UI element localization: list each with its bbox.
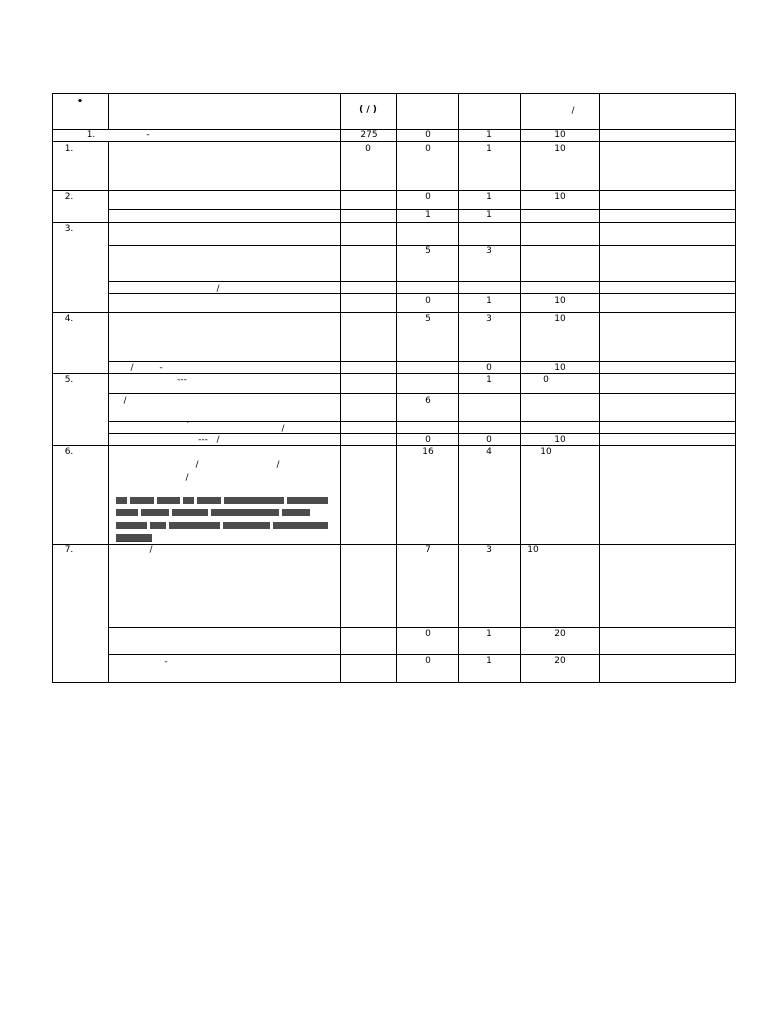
cell-col6: 10 <box>554 192 566 202</box>
row-desc: / <box>123 396 127 406</box>
cell-col5: 1 <box>486 130 492 140</box>
glyph-line <box>116 496 328 504</box>
row-desc: / <box>130 363 134 373</box>
glyph-line <box>116 534 328 542</box>
table-rule <box>52 445 736 446</box>
header-unit-mark: ( / ) <box>359 105 377 115</box>
cell-col5: 1 <box>486 656 492 666</box>
header-rate-mark: / <box>571 106 575 116</box>
table-rule <box>108 421 736 422</box>
cell-col4: 0 <box>425 656 431 666</box>
cell-col5: 1 <box>486 296 492 306</box>
table-rule <box>108 361 736 362</box>
row-desc: , <box>186 415 190 425</box>
cell-col5: 4 <box>486 447 492 457</box>
table-rule <box>108 281 736 282</box>
table-rule <box>108 245 736 246</box>
table-rule <box>108 433 736 434</box>
table-rule <box>52 93 53 683</box>
table-rule <box>52 93 736 94</box>
cell-col4: 6 <box>425 396 431 406</box>
cell-col6: 20 <box>554 656 566 666</box>
table-rule <box>52 129 736 130</box>
unreadable-text-block <box>116 496 328 546</box>
table-rule <box>108 141 109 683</box>
cell-col6: 10 <box>554 435 566 445</box>
row-serial: 1. <box>86 130 96 140</box>
table-rule <box>52 222 736 223</box>
cell-col5: 3 <box>486 246 492 256</box>
cell-col4: 1 <box>425 210 431 220</box>
row-desc: / <box>216 435 220 445</box>
row-serial: 4. <box>64 314 74 324</box>
table-rule <box>52 682 736 683</box>
row-desc: - <box>146 130 150 140</box>
table-rule <box>108 209 736 210</box>
cell-col5: 3 <box>486 545 492 555</box>
row-serial: 2. <box>64 192 74 202</box>
table-rule <box>108 393 736 394</box>
cell-col6: 10 <box>554 314 566 324</box>
row-serial: 1. <box>64 144 74 154</box>
cell-col6: 10 <box>554 130 566 140</box>
row-desc: - <box>159 363 163 373</box>
table-rule <box>52 141 736 142</box>
cell-col5: 0 <box>486 435 492 445</box>
cell-col4: 0 <box>425 296 431 306</box>
table-rule <box>52 373 736 374</box>
cell-col6: 10 <box>527 545 539 555</box>
cell-col6: 10 <box>554 363 566 373</box>
cell-col4: 0 <box>425 192 431 202</box>
row-desc: / <box>281 424 285 434</box>
cell-col4: 0 <box>425 435 431 445</box>
row-serial: 7. <box>64 545 74 555</box>
row-desc: --- <box>177 375 187 385</box>
cell-col5: 1 <box>486 210 492 220</box>
cell-col4: 5 <box>425 314 431 324</box>
row-serial: 6. <box>64 447 74 457</box>
table-rule <box>599 93 600 683</box>
cell-col5: 3 <box>486 314 492 324</box>
header-index-mark: • <box>77 97 83 107</box>
cell-col5: 1 <box>486 192 492 202</box>
row-desc: --- <box>198 435 208 445</box>
table-rule <box>108 654 736 655</box>
cell-unit: 275 <box>360 130 378 140</box>
cell-unit: 0 <box>365 144 371 154</box>
table-rule <box>52 312 736 313</box>
glyph-line <box>116 509 328 517</box>
table-rule <box>108 93 109 130</box>
cell-col4: 0 <box>425 629 431 639</box>
cell-col4: 0 <box>425 130 431 140</box>
cell-col4: 16 <box>422 447 434 457</box>
row-desc: - <box>164 657 168 667</box>
row-desc: / <box>185 473 189 483</box>
cell-col5: 1 <box>486 629 492 639</box>
cell-col5: 1 <box>486 144 492 154</box>
cell-col4: 5 <box>425 246 431 256</box>
cell-col6: 10 <box>554 296 566 306</box>
cell-col6: 20 <box>554 629 566 639</box>
table-rule <box>108 293 736 294</box>
row-desc: / <box>149 545 153 555</box>
cell-col4: 0 <box>425 144 431 154</box>
cell-col5: 1 <box>486 375 492 385</box>
table-rule <box>108 627 736 628</box>
cell-col6: 10 <box>554 144 566 154</box>
table-rule <box>458 93 459 683</box>
table-rule <box>52 190 736 191</box>
row-serial: 3. <box>64 224 74 234</box>
glyph-line <box>116 521 328 529</box>
row-serial: 5. <box>64 375 74 385</box>
table-rule <box>396 93 397 683</box>
row-desc: / <box>195 460 199 470</box>
table-rule <box>735 93 736 683</box>
row-desc: / <box>216 284 220 294</box>
table-rule <box>520 93 521 683</box>
cell-col5: 0 <box>486 363 492 373</box>
cell-col6: 0 <box>543 375 549 385</box>
table-rule <box>340 93 341 683</box>
cell-col6: 10 <box>540 447 552 457</box>
row-desc: / <box>276 460 280 470</box>
cell-col4: 7 <box>425 545 431 555</box>
